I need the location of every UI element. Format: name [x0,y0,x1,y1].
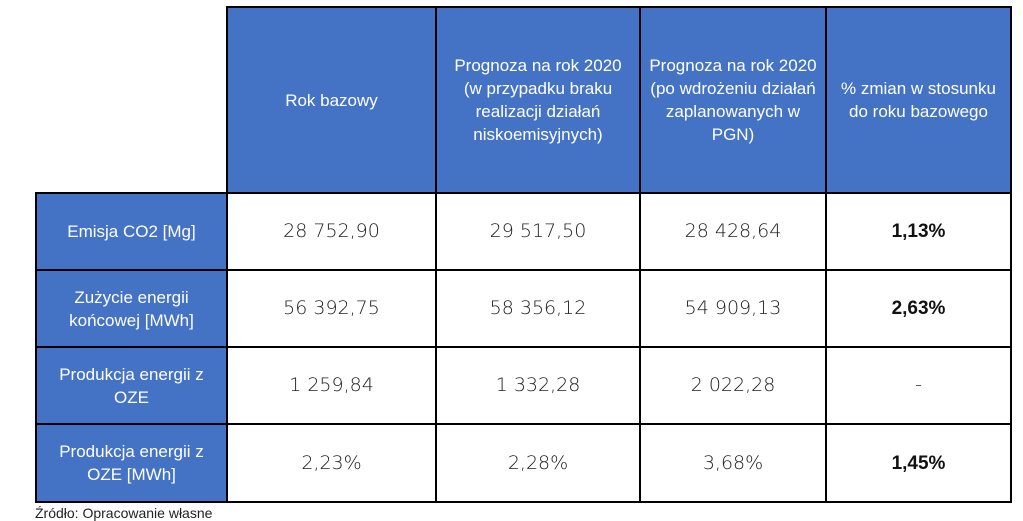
table-cell-change: 1,45% [827,425,1012,503]
data-table [35,6,1012,503]
column-header-percent-change: % zmian w stosunku do roku bazowego [827,6,1012,194]
column-header-forecast-no-action: Prognoza na rok 2020 (w przypadku braku realizacji działań niskoemisyjnych) [437,6,641,194]
table-cell: 3,68% [641,425,827,503]
table-cell: 1 259,84 [228,348,437,425]
table-cell: 2,28% [437,425,641,503]
table-cell-change: - [827,348,1012,425]
table-cell: 28 752,90 [228,194,437,271]
row-header-renewable-production: Produkcja energii z OZE [35,348,228,425]
table-cell: 1 332,28 [437,348,641,425]
row-header-energy-consumption: Zużycie energii końcowej [MWh] [35,271,228,348]
column-header-base-year: Rok bazowy [228,6,437,194]
table-cell: 56 392,75 [228,271,437,348]
table-cell: 28 428,64 [641,194,827,271]
table-cell: 2,23% [228,425,437,503]
source-note: Źródło: Opracowanie własne [35,505,213,521]
table-cell: 2 022,28 [641,348,827,425]
table-cell: 54 909,13 [641,271,827,348]
table-cell: 29 517,50 [437,194,641,271]
column-header-forecast-with-pgn: Prognoza na rok 2020 (po wdrożeniu działań zaplanowanych w PGN) [641,6,827,194]
row-header-co2-emission: Emisja CO2 [Mg] [35,194,228,271]
row-header-renewable-production-mwh: Produkcja energii z OZE [MWh] [35,425,228,503]
table-cell-change: 1,13% [827,194,1012,271]
table-cell-change: 2,63% [827,271,1012,348]
table-corner [35,6,228,194]
table-cell: 58 356,12 [437,271,641,348]
